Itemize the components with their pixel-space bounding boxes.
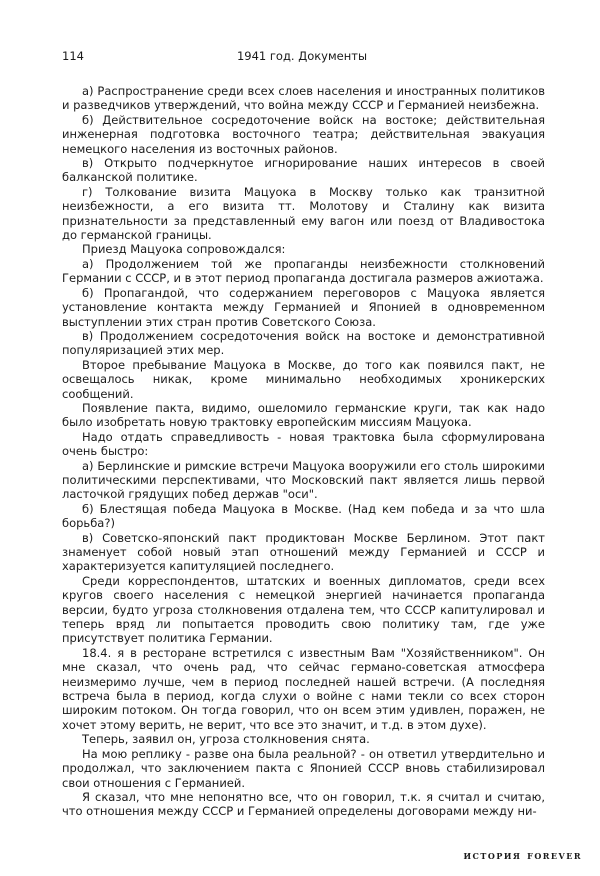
paragraph: Второе пребывание Мацуока в Москве, до того как появился пакт, не освещалось никак, кроме минимально необходимых хроникерских сообщений. xyxy=(62,357,545,401)
running-title: 1941 год. Документы xyxy=(236,49,368,63)
page-number: 114 xyxy=(62,49,84,63)
paragraph: а) Продолжением той же пропаганды неизбежности столкновений Германии с СССР, и в этот период пропаганда достигала размеров ажиотажа. xyxy=(62,256,545,286)
paragraph: в) Открыто подчеркнутое игнорирование наших интересов в своей балканской политике. xyxy=(62,156,545,185)
watermark: история forever xyxy=(463,848,582,862)
paragraph: а) Берлинские и римские встречи Мацуока вооружили его столь широкими политическими перспективами, что Московский пакт является лишь первой ласточкой грядущих побед держав "оси". xyxy=(62,458,545,502)
paragraph: б) Пропагандой, что содержанием переговоров с Мацуока является установление контакта между Германией и Японией в одновременном выступлении этих стран против Советского Союза. xyxy=(62,285,545,329)
paragraph: б) Блестящая победа Мацуока в Москве. (Над кем победа и за что шла борьба?) xyxy=(62,501,545,531)
paragraph: б) Действительное сосредоточение войск на востоке; действительная инженерная подготовка восточного театра; действительная эвакуация немецкого населения из восточных районов. xyxy=(62,112,545,156)
page-header xyxy=(62,48,542,64)
paragraph: Среди корреспондентов, штатских и военных дипломатов, среди всех кругов своего населения с немецкой энергией начинается пропаганда версии, будто угроза столкновения отдалена тем, что СССР капитулировал и теперь вряд ли попытается проводить свою политику там, где уже присутствует политика Германии. xyxy=(62,573,545,646)
paragraph: 18.4. я в ресторане встретился с известным Вам "Хозяйственником". Он мне сказал, что очень рад, что сейчас германо-советская атмосфера неизмеримо лучше, чем в период последней нашей встречи. (А последняя встреча была в период, когда слухи о войне с нами текли со всех сторон широким потоком. Он тогда говорил, что он всем этим удивлен, поражен, не хочет этому верить, не верит, что все это значит, и т.д. в этом духе). xyxy=(62,645,545,732)
paragraph: в) Продолжением сосредоточения войск на востоке и демонстративной популяризацией этих мер. xyxy=(62,328,545,358)
paragraph: Теперь, заявил он, угроза столкновения снята. xyxy=(82,732,370,747)
paragraph: а) Распространение среди всех слоев населения и иностранных политиков и разведчиков утверждений, что война между СССР и Германией неизбежна. xyxy=(62,84,545,113)
paragraph: г) Толкование визита Мацуока в Москву только как транзитной неизбежности, а его визита тт. Молотову и Сталину как визита признательности за представленный ему вагон или поезд от Владивостока до германской границы. xyxy=(62,184,545,243)
paragraph: Появление пакта, видимо, ошеломило германские круги, так как надо было изобретать новую трактовку европейским миссиям Мацуока. xyxy=(62,400,545,430)
paragraph: Я сказал, что мне непонятно все, что он говорил, т.к. я считал и считаю, что отношения между СССР и Германией определены договорами между ни- xyxy=(62,789,545,819)
paragraph: Надо отдать справедливость - новая трактовка была сформулирована очень быстро: xyxy=(62,429,545,459)
paragraph: Приезд Мацуока сопровождался: xyxy=(82,242,286,257)
document-body xyxy=(62,84,545,819)
paragraph: в) Советско-японский пакт продиктован Москве Берлином. Этот пакт знаменует собой новый этап отношений между Германией и СССР и характеризуется капитуляцией последнего. xyxy=(62,530,545,574)
paragraph: На мою реплику - разве она была реальной? - он ответил утвердительно и продолжал, что заключением пакта с Японией СССР вновь стабилизировал свои отношения с Германией. xyxy=(62,746,545,790)
